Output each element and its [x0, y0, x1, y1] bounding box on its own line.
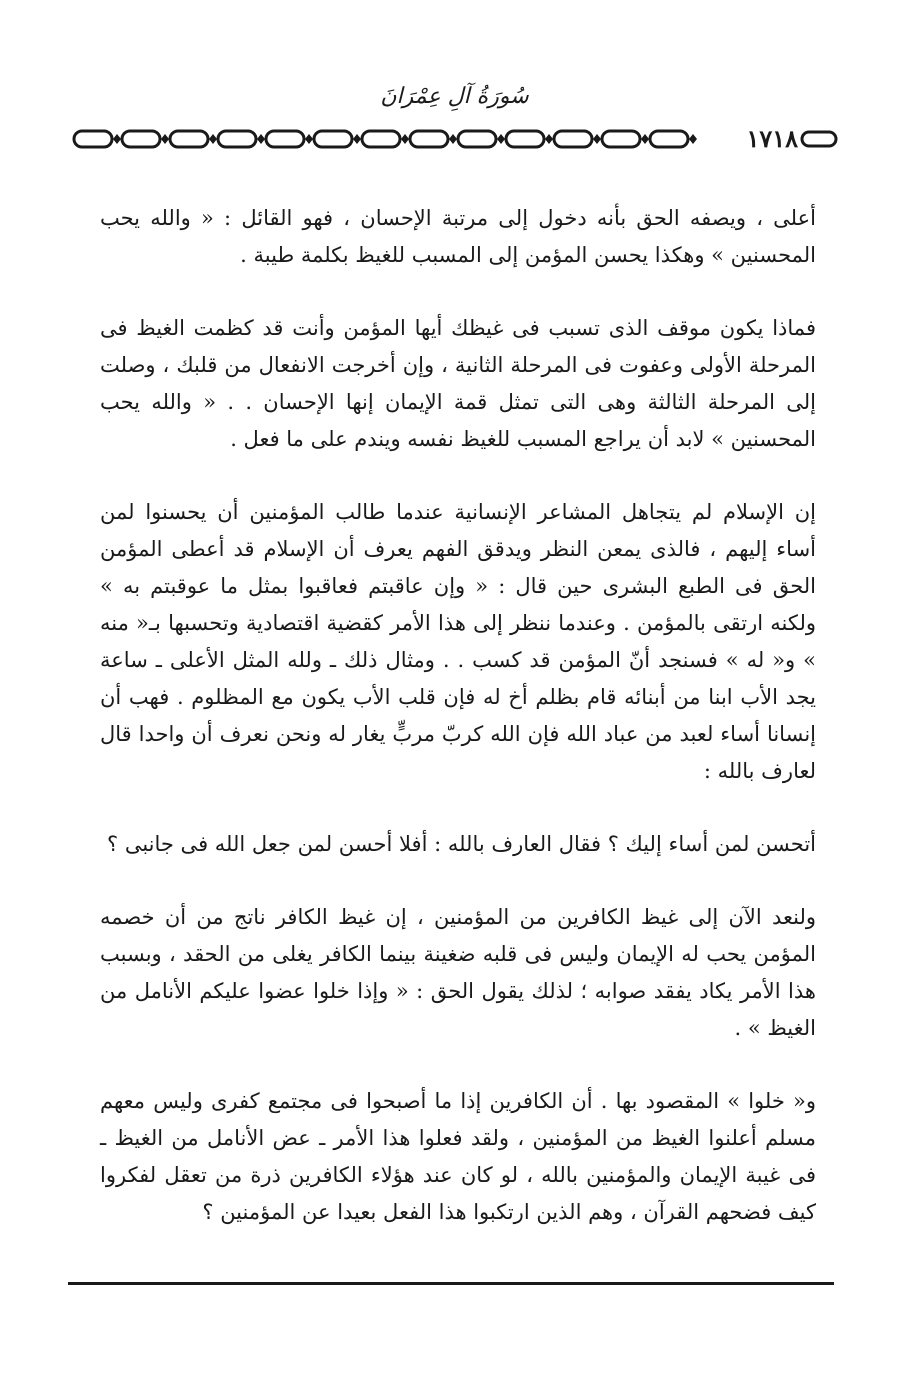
paragraph-4: أتحسن لمن أساء إليك ؟ فقال العارف بالله : أفلا أحسن لمن جعل الله فى جانبى ؟ [107, 832, 816, 856]
chain-diamond [305, 134, 313, 144]
ornament-end-cap-icon [800, 130, 838, 148]
body-text [100, 200, 816, 1267]
chain-link [602, 131, 640, 147]
chain-diamond [209, 134, 217, 144]
chain-diamond [545, 134, 553, 144]
page-header-band [72, 124, 838, 154]
chain-link [122, 131, 160, 147]
paragraph-5: ولنعد الآن إلى غيظ الكافرين من المؤمنين ، إن غيظ الكافر ناتج من أن خصمه المؤمن يحب له الإيمان وليس فى قلبه ضغينة بينما الكافر يغلى من الحقد ، وبسبب هذا الأمر يكاد يفقد صوابه ؛ لذلك يقول الحق : « وإذا خلوا عضوا عليكم الأنامل من الغيظ » . [100, 905, 816, 1040]
chain-diamond [497, 134, 505, 144]
chain-link [362, 131, 400, 147]
chain-link [506, 131, 544, 147]
surah-title: سُورَةُ آلِ عِمْرَانَ [380, 84, 529, 109]
chain-link [74, 131, 112, 147]
chain-diamond [401, 134, 409, 144]
chain-link [314, 131, 352, 147]
chain-diamond [593, 134, 601, 144]
chain-diamond [689, 134, 697, 144]
chain-link [458, 131, 496, 147]
chain-link [554, 131, 592, 147]
chain-diamond [353, 134, 361, 144]
paragraph-3: إن الإسلام لم يتجاهل المشاعر الإنسانية عندما طالب المؤمنين أن يحسنوا لمن أساء إليهم ، فالذى يمعن النظر ويدقق الفهم يعرف أن الإسلام قد أعطى المؤمن الحق فى الطبع البشرى حين قال : « وإن عاقبتم فعاقبوا بمثل ما عوقبتم به » ولكنه ارتقى بالمؤمن . وعندما ننظر إلى هذا الأمر كقضية اقتصادية وتحسبها بـ« منه » و« له » فسنجد أنّ المؤمن قد كسب . . ومثال ذلك ـ ولله المثل الأعلى ـ ساعة يجد الأب ابنا من أبنائه قام بظلم أخ له فإن قلب الأب يكون مع المظلوم . فهب أن إنسانا أساء لعبد من عباد الله فإن الله كربّ مربٍّ يغار له ونحن نعرف أن واحدا قال لعارف بالله : [100, 500, 816, 783]
chain-diamond [449, 134, 457, 144]
chain-link [650, 131, 688, 147]
paragraph-6: و« خلوا » المقصود بها . أن الكافرين إذا ما أصبحوا فى مجتمع كفرى وليس معهم مسلم أعلنوا الغيظ من المؤمنين ، ولقد فعلوا هذا الأمر ـ عض الأنامل من الغيظ ـ فى غيبة الإيمان والمؤمنين بالله ، لو كان عند هؤلاء الكافرين ذرة من تعقل لفكروا كيف فضحهم القرآن ، وهم الذين ارتكبوا هذا الفعل بعيدا عن المؤمنين ؟ [100, 1089, 816, 1224]
footer-rule [68, 1282, 834, 1285]
chain-diamond [257, 134, 265, 144]
chain-diamond [641, 134, 649, 144]
chain-link [266, 131, 304, 147]
chain-link [410, 131, 448, 147]
chain-link [170, 131, 208, 147]
ornamental-chain-border [72, 124, 712, 154]
chain-link [218, 131, 256, 147]
page-number: ١٧١٨ [746, 124, 798, 153]
chain-diamond [113, 134, 121, 144]
paragraph-1: أعلى ، ويصفه الحق بأنه دخول إلى مرتبة الإحسان ، فهو القائل : « والله يحب المحسنين » وهكذا يحسن المؤمن إلى المسبب للغيظ بكلمة طيبة . [100, 206, 816, 267]
paragraph-2: فماذا يكون موقف الذى تسبب فى غيظك أيها المؤمن وأنت قد كظمت الغيظ فى المرحلة الأولى وعفوت فى المرحلة الثانية ، وإن أخرجت الانفعال من قلبك ، وصلت إلى المرحلة الثالثة وهى التى تمثل قمة الإيمان إنها الإحسان . . « والله يحب المحسنين » لابد أن يراجع المسبب للغيظ نفسه ويندم على ما فعل . [100, 316, 816, 451]
chain-diamond [161, 134, 169, 144]
